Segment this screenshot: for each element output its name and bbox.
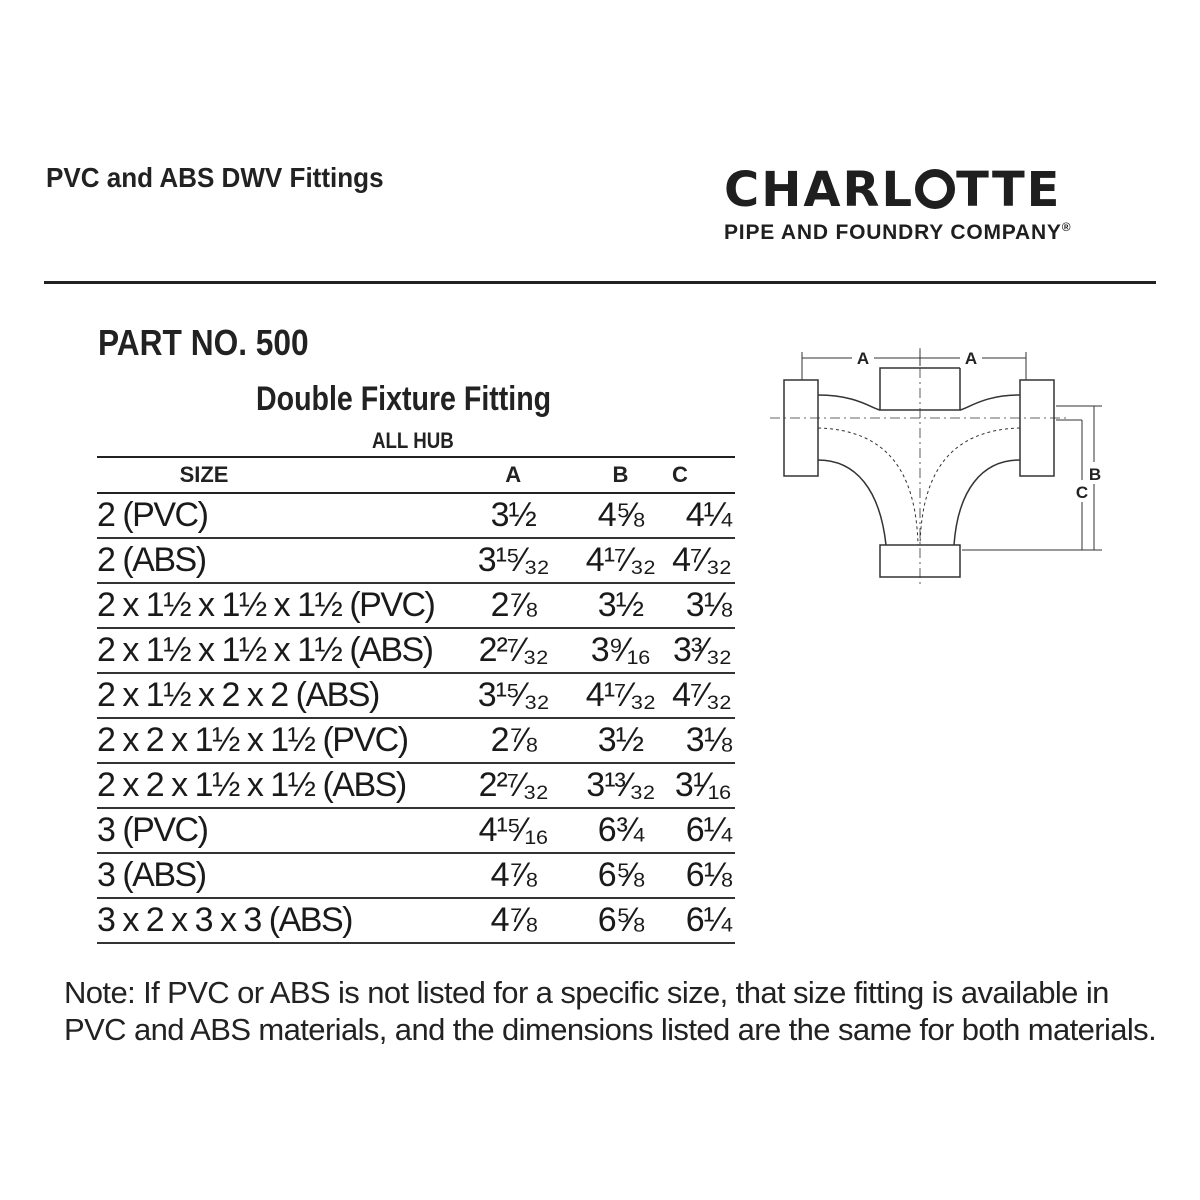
dimension-a-left-label: A (856, 349, 870, 368)
dimension-c-cell: 6⅛ (672, 853, 735, 898)
header-c: C (672, 457, 735, 493)
size-cell: 3 x 2 x 3 x 3 (ABS) (97, 898, 458, 943)
size-cell: 2 x 2 x 1½ x 1½ (PVC) (97, 718, 458, 763)
table-row (97, 493, 735, 538)
part-number: PART NO. 500 (98, 322, 309, 363)
header-a: A (458, 457, 569, 493)
dimension-c-cell: 3⅛ (672, 718, 735, 763)
dimension-c-cell: 4¼ (672, 493, 735, 538)
fitting-name: Double Fixture Fitting (256, 380, 552, 418)
dimension-bc (962, 406, 1102, 550)
header-size: SIZE (97, 457, 311, 493)
fitting-diagram (766, 340, 1116, 590)
footnote: Note: If PVC or ABS is not listed for a specific size, that size fitting is available in PVC and ABS materials, and the dimensions listed are the same for both materials. (64, 975, 1157, 1047)
dimension-a-cell: 2⅞ (458, 583, 569, 628)
dimensions-table (97, 456, 735, 944)
dimension-c-cell: 6¼ (672, 808, 735, 853)
body-top-right (960, 395, 1020, 410)
fitting-outline (770, 348, 1066, 585)
size-cell: 2 x 1½ x 2 x 2 (ABS) (97, 673, 458, 718)
dimension-c-cell: 6¼ (672, 898, 735, 943)
table-row (97, 628, 735, 673)
size-cell: 2 (PVC) (97, 493, 458, 538)
size-cell: 3 (ABS) (97, 853, 458, 898)
dimension-b-cell: 3½ (569, 583, 672, 628)
dimension-b-cell: 4¹⁷⁄₃₂ (569, 538, 672, 583)
dimension-b-cell: 3½ (569, 718, 672, 763)
size-cell: 3 (PVC) (97, 808, 458, 853)
dimension-b-cell: 4⅝ (569, 493, 672, 538)
body-lower-right (954, 460, 1020, 545)
table-row (97, 718, 735, 763)
dimension-a-cell: 4⅞ (458, 853, 569, 898)
body-top-left (818, 395, 880, 410)
brand-name-right: TTE (956, 162, 1062, 218)
table-row (97, 898, 735, 943)
dimension-b-cell: 3⁹⁄₁₆ (569, 628, 672, 673)
document-title: PVC and ABS DWV Fittings (46, 162, 384, 193)
dimension-c-cell: 4⁷⁄₃₂ (672, 673, 735, 718)
brand-logo (724, 162, 1164, 245)
header-divider (44, 281, 1156, 284)
brand-subtitle-text: PIPE AND FOUNDRY COMPANY (724, 221, 1062, 244)
dimension-a-cell: 3¹⁵⁄₃₂ (458, 673, 569, 718)
table-header-row (97, 457, 735, 493)
header-b: B (569, 457, 672, 493)
dimension-a-right-label: A (964, 349, 978, 368)
right-hub (1020, 380, 1054, 476)
dimension-a-cell: 2²⁷⁄₃₂ (458, 763, 569, 808)
dimension-a (802, 350, 1026, 380)
body-lower-left (818, 460, 886, 545)
size-cell: 2 (ABS) (97, 538, 458, 583)
dimension-b-label: B (1088, 465, 1102, 484)
dimension-c-cell: 3¹⁄₁₆ (672, 763, 735, 808)
dimension-c-cell: 3³⁄₃₂ (672, 628, 735, 673)
dimension-a-cell: 3¹⁵⁄₃₂ (458, 538, 569, 583)
registered-mark: ® (1061, 220, 1072, 234)
dimension-b-cell: 6¾ (569, 808, 672, 853)
inner-sweep-right (920, 428, 1020, 545)
logo-o-ring-icon (915, 169, 955, 209)
table-row (97, 853, 735, 898)
table-row (97, 673, 735, 718)
dimension-b-cell: 4¹⁷⁄₃₂ (569, 673, 672, 718)
size-cell: 2 x 1½ x 1½ x 1½ (ABS) (97, 628, 458, 673)
table-row (97, 808, 735, 853)
dimension-b-cell: 6⅝ (569, 853, 672, 898)
brand-subtitle (724, 220, 1164, 245)
size-cell: 2 x 2 x 1½ x 1½ (ABS) (97, 763, 458, 808)
table-row (97, 583, 735, 628)
brand-name (724, 162, 1164, 218)
table-row (97, 763, 735, 808)
hub-label: ALL HUB (372, 428, 454, 453)
dimension-a-cell: 2⅞ (458, 718, 569, 763)
dimension-b-cell: 3¹³⁄₃₂ (569, 763, 672, 808)
dimension-a-cell: 4⅞ (458, 898, 569, 943)
dimension-a-cell: 2²⁷⁄₃₂ (458, 628, 569, 673)
dimension-c-label: C (1075, 483, 1089, 502)
dimension-c-cell: 3⅛ (672, 583, 735, 628)
left-hub (784, 380, 818, 476)
table-row (97, 538, 735, 583)
dimension-a-cell: 3½ (458, 493, 569, 538)
dimension-c-cell: 4⁷⁄₃₂ (672, 538, 735, 583)
size-cell: 2 x 1½ x 1½ x 1½ (PVC) (97, 583, 458, 628)
dimension-b-cell: 6⅝ (569, 898, 672, 943)
brand-name-left: CHARL (724, 162, 915, 218)
dimension-a-cell: 4¹⁵⁄₁₆ (458, 808, 569, 853)
